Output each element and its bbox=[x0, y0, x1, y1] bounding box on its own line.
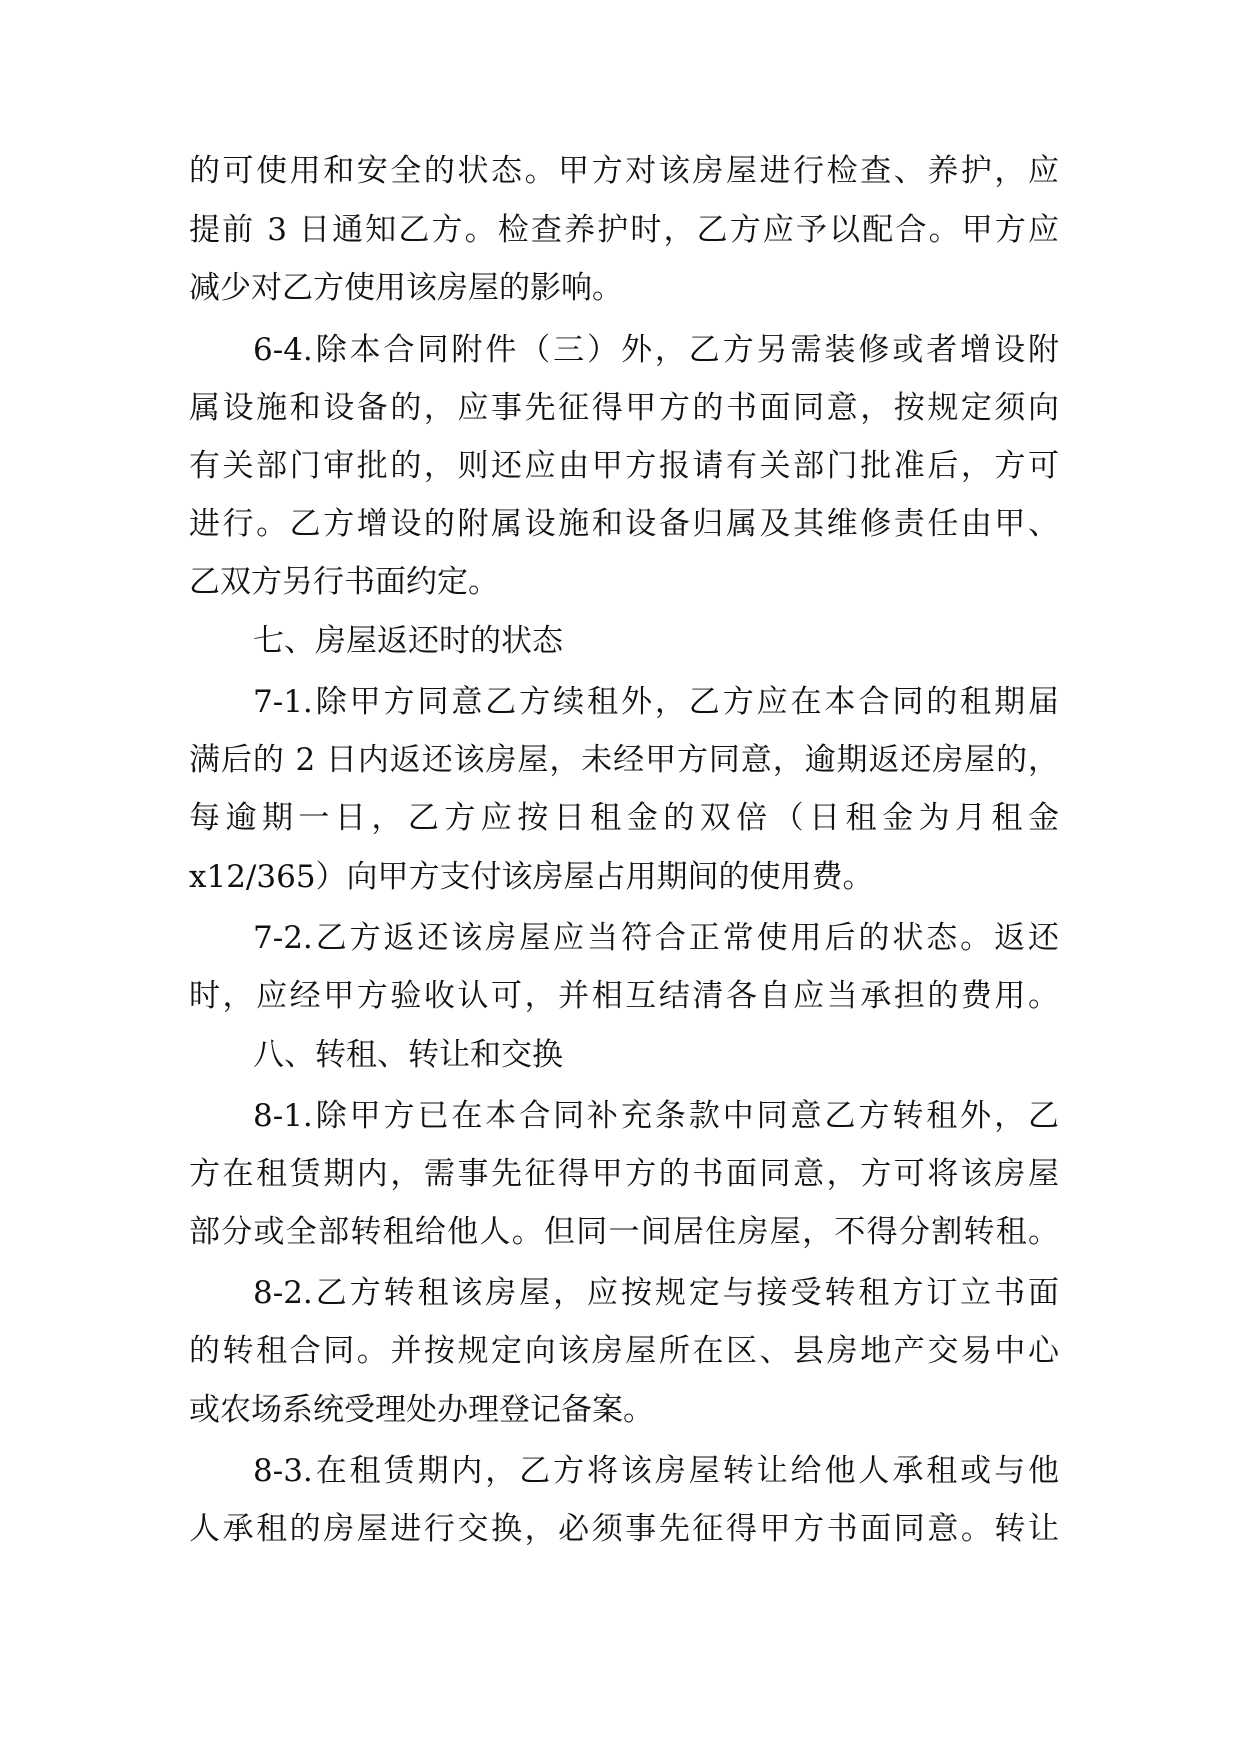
clause-8-3-line-2: 人承租的房屋进行交换，必须事先征得甲方书面同意。转让 bbox=[189, 1511, 1059, 1547]
clause-8-2-line-2: 的转租合同。并按规定向该房屋所在区、县房地产交易中心 bbox=[189, 1333, 1059, 1369]
clause-8-2-line-1: 8-2.乙方转租该房屋，应按规定与接受转租方订立书面 bbox=[253, 1275, 1059, 1311]
clause-8-2-line-3: 或农场系统受理处办理登记备案。 bbox=[189, 1392, 654, 1428]
text-line-3: 减少对乙方使用该房屋的影响。 bbox=[189, 270, 623, 306]
clause-6-4-line-3: 有关部门审批的，则还应由甲方报请有关部门批准后，方可 bbox=[189, 448, 1059, 484]
clause-8-1-line-2: 方在租赁期内，需事先征得甲方的书面同意，方可将该房屋 bbox=[189, 1156, 1059, 1192]
section-heading-7: 七、房屋返还时的状态 bbox=[253, 623, 563, 659]
clause-6-4-line-2: 属设施和设备的，应事先征得甲方的书面同意，按规定须向 bbox=[189, 390, 1059, 426]
clause-7-1-line-1: 7-1.除甲方同意乙方续租外，乙方应在本合同的租期届 bbox=[253, 684, 1059, 720]
clause-7-2-line-1: 7-2.乙方返还该房屋应当符合正常使用后的状态。返还 bbox=[253, 920, 1059, 956]
clause-8-3-line-1: 8-3.在租赁期内，乙方将该房屋转让给他人承租或与他 bbox=[253, 1453, 1059, 1489]
text-line-2: 提前 3 日通知乙方。检查养护时，乙方应予以配合。甲方应 bbox=[189, 212, 1059, 248]
clause-6-4-line-1: 6-4.除本合同附件（三）外，乙方另需装修或者增设附 bbox=[253, 332, 1059, 368]
section-heading-8: 八、转租、转让和交换 bbox=[253, 1037, 563, 1073]
clause-6-4-line-5: 乙双方另行书面约定。 bbox=[189, 564, 499, 600]
clause-6-4-line-4: 进行。乙方增设的附属设施和设备归属及其维修责任由甲、 bbox=[189, 506, 1059, 542]
clause-7-1-line-2: 满后的 2 日内返还该房屋，未经甲方同意，逾期返还房屋的， bbox=[189, 742, 1059, 778]
clause-8-1-line-3: 部分或全部转租给他人。但同一间居住房屋，不得分割转租。 bbox=[189, 1214, 1059, 1250]
text-line-1: 的可使用和安全的状态。甲方对该房屋进行检查、养护，应 bbox=[189, 153, 1059, 189]
clause-7-2-line-2: 时，应经甲方验收认可，并相互结清各自应当承担的费用。 bbox=[189, 978, 1059, 1014]
clause-7-1-line-4: x12/365）向甲方支付该房屋占用期间的使用费。 bbox=[189, 859, 874, 895]
clause-7-1-line-3: 每逾期一日，乙方应按日租金的双倍（日租金为月租金 bbox=[189, 800, 1059, 836]
clause-8-1-line-1: 8-1.除甲方已在本合同补充条款中同意乙方转租外，乙 bbox=[253, 1098, 1059, 1134]
